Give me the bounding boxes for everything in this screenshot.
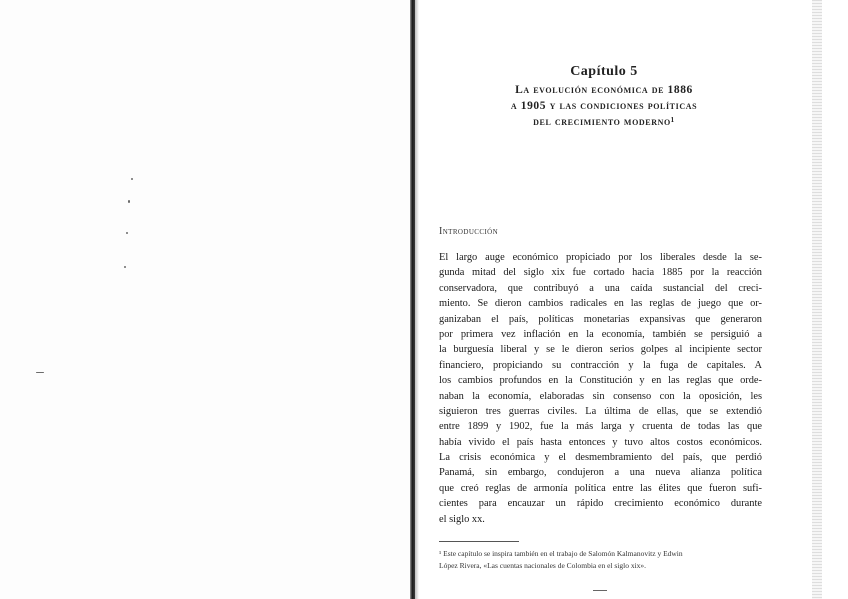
body-line: Panamá, sin embargo, condujeron a una nueva alianza política (439, 467, 762, 479)
body-line: La crisis económica y el desmembramiento del país, que perdió (439, 452, 762, 464)
body-paragraph (439, 250, 762, 527)
body-line: El largo auge económico propiciado por los liberales desde la se- (439, 252, 762, 263)
chapter-heading (439, 64, 769, 130)
chapter-title-line: del crecimiento moderno¹ (533, 116, 675, 128)
footnote-line: ¹ Este capítulo se inspira también en el trabajo de Salomón Kalmanovitz y Edwin (439, 549, 683, 558)
body-line: siguieron tres guerras civiles. La última de ellas, que se extendió (439, 405, 762, 417)
scan-speck (36, 372, 44, 373)
scan-speck (124, 266, 126, 268)
body-line: el siglo xx. (439, 513, 485, 525)
scan-speck (126, 232, 128, 234)
body-line: por primera vez inflación en la economía, también se persiguió a (439, 328, 762, 340)
body-line: miento. Se dieron cambios radicales en las reglas de juego que or- (439, 298, 762, 310)
scan-speck (131, 178, 133, 180)
left-page-blank (0, 0, 410, 599)
chapter-title-line: La evolución económica de 1886 (515, 84, 693, 96)
footnote-line: López Rivera, «Las cuentas nacionales de Colombia en el siglo xix». (439, 561, 647, 570)
body-line: gunda mitad del siglo xix fue cortado hacia 1885 por la reacción (439, 267, 762, 279)
body-line: financiero, propiciando su contracción y la fuga de capitales. A (439, 359, 762, 371)
body-line: había vivido el país hasta entonces y tuvo altos costos económicos. (439, 436, 762, 448)
footnote-divider (439, 541, 519, 542)
body-line: naban la economía, elaboradas sin consenso con la oposición, les (439, 390, 762, 402)
body-line: cientes para encauzar un rápido crecimiento económico durante (439, 498, 762, 510)
body-line: ganizaban el país, políticas monetarias expansivas que generaron (439, 313, 762, 325)
body-line: la burguesía liberal y se le dieron serios golpes al incipiente sector (439, 344, 762, 356)
body-line: que creó reglas de armonía política entre las élites que fueron sufi- (439, 482, 762, 494)
body-line: los cambios profundos en la Constitución y en las reglas que orde- (439, 375, 762, 387)
body-line: conservadora, que contribuyó a una caída sustancial del creci- (439, 282, 762, 294)
chapter-number: Capítulo 5 (570, 64, 638, 79)
page-edge-stack (812, 0, 822, 599)
footnote (439, 548, 762, 572)
body-line: entre 1899 y 1902, fue la más larga y cruenta de todas las que (439, 421, 762, 433)
section-title: Introducción (439, 226, 499, 237)
chapter-title-line: a 1905 y las condiciones políticas (510, 100, 698, 112)
right-page (419, 0, 812, 599)
scan-speck (128, 200, 130, 203)
page-mark (593, 590, 607, 591)
